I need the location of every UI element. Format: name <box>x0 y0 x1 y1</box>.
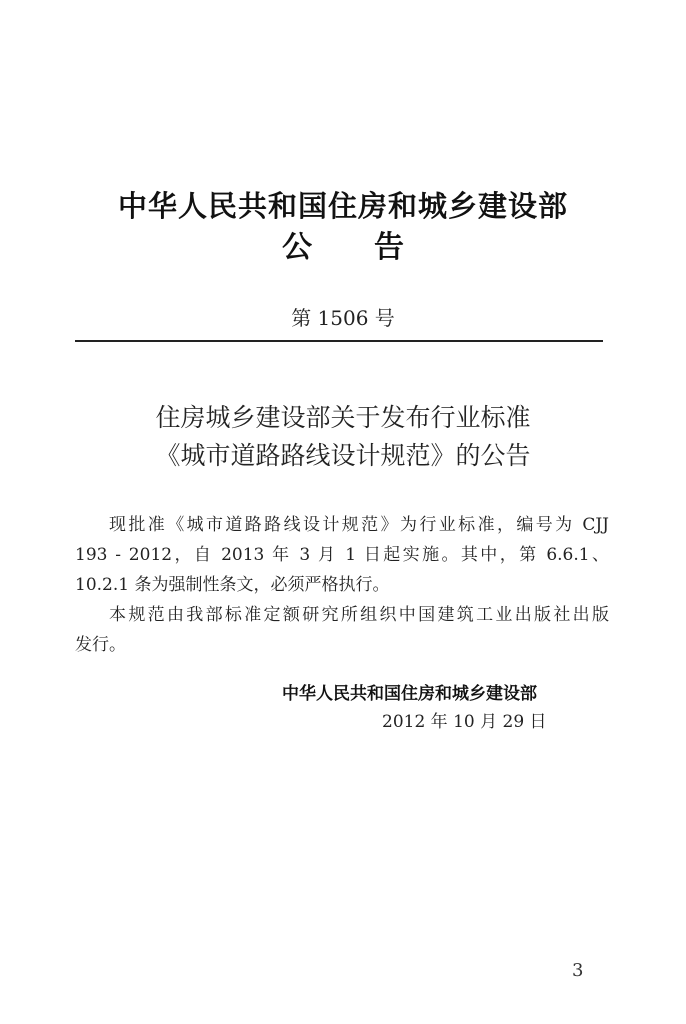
document-type-heading: 公告 <box>282 230 466 265</box>
subtitle-line-1: 住房城乡建设部关于发布行业标准 <box>155 403 531 432</box>
signature-organization: 中华人民共和国住房和城乡建设部 <box>282 684 537 704</box>
signature-date: 2012 年 10 月 29 日 <box>382 712 547 732</box>
body-paragraph-2-line-2: 发行。 <box>75 635 126 655</box>
body-paragraph-1-line-1: 现批准《城市道路路线设计规范》为行业标准，编号为 CJJ <box>109 515 609 535</box>
horizontal-divider <box>75 340 603 342</box>
page-number: 3 <box>572 960 584 981</box>
body-paragraph-2-line-1: 本规范由我部标准定额研究所组织中国建筑工业出版社出版 <box>109 605 609 625</box>
announcement-number: 第 1506 号 <box>291 306 395 330</box>
subtitle-line-2: 《城市道路路线设计规范》的公告 <box>155 441 531 470</box>
body-paragraph-1-line-3: 10.2.1 条为强制性条文，必须严格执行。 <box>75 575 390 595</box>
issuer-heading: 中华人民共和国住房和城乡建设部 <box>117 189 568 223</box>
body-paragraph-1-line-2: 193 - 2012，自 2013 年 3 月 1 日起实施。其中，第 6.6.1、 <box>75 545 609 565</box>
